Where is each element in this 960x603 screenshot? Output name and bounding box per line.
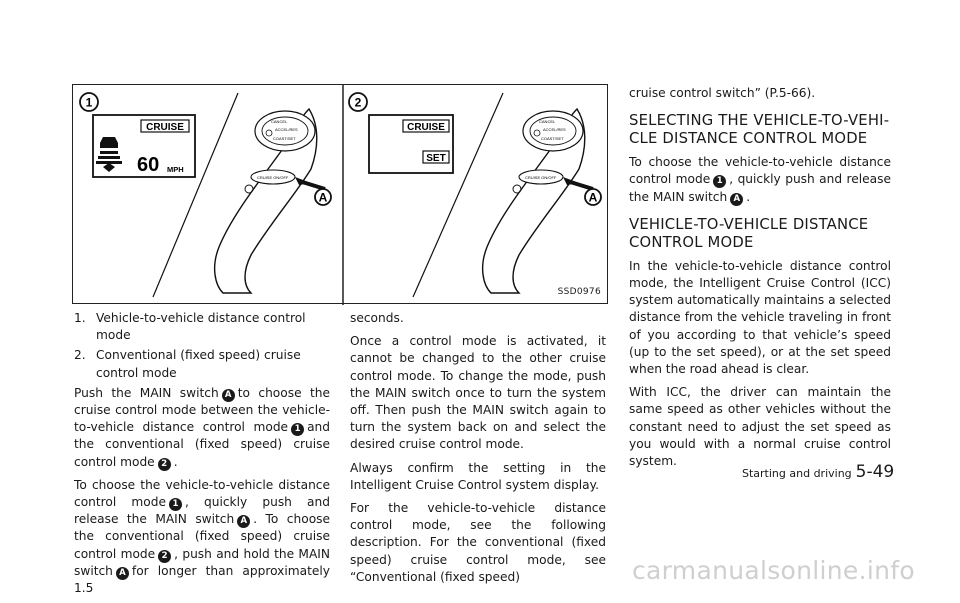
panel-1-unit: MPH (167, 165, 184, 174)
paragraph-main-switch: Push the MAIN switch A to choose the cruise control mode between the vehicle-to-vehicle distance control mode 1 and the conventional (fixed speed) cruise control mode 2 . (74, 385, 331, 469)
list-text: Conventional (fixed speed) cruise control mode (96, 348, 301, 380)
list-item (74, 310, 330, 344)
panel-1-callout: A (318, 190, 328, 205)
marker-a: A (116, 567, 129, 580)
marker-2: 2 (158, 550, 171, 563)
p2-coast-label: COAST/SET (541, 136, 564, 141)
list-item (74, 347, 330, 381)
page-footer (742, 462, 894, 482)
marker-1: 1 (713, 175, 726, 188)
figure-id: SSD0976 (557, 287, 601, 297)
p2-main-switch-label: CRUISE ON/OFF (525, 175, 557, 180)
steering-switch-illustration (73, 85, 609, 305)
paragraph-confirm: Always confirm the setting in the Intelligent Cruise Control system display. (350, 460, 606, 492)
column-1 (74, 310, 330, 603)
p2-accel-label: ACCEL/RES (543, 127, 566, 132)
panel-1 (80, 93, 331, 297)
panel-2-callout: A (588, 190, 598, 205)
marker-a: A (222, 389, 235, 402)
marker-a: A (730, 193, 743, 206)
marker-1: 1 (169, 498, 182, 511)
section-name: Starting and driving (742, 467, 852, 480)
paragraph-icc-description: In the vehicle-to-vehicle distance control mode, the Intelligent Cruise Control (ICC) system automatically maintains a selected distance from the vehicle traveling in front of you according to that vehicle’s speed (up to the set speed), or at the set speed when the road ahead is clear. (629, 258, 891, 377)
column-3 (629, 85, 891, 476)
paragraph-see-description: For the vehicle-to-vehicle distance control mode, see the following description. For the conventional (fixed speed) cruise control mode, see “Conventional (fixed speed) (350, 501, 606, 584)
p1-cancel-label: CANCEL (271, 119, 288, 124)
panel-1-speed: 60 (137, 154, 160, 176)
paragraph-once-activated: Once a control mode is activated, it cannot be changed to the other cruise control mode. To change the mode, push the MAIN switch once to turn the system off. Then push the MAIN switch again to turn the system back on and select the desired cruise control mode. (350, 334, 606, 452)
panel-2-set-label: SET (426, 153, 446, 164)
list-number: 2. (74, 348, 86, 363)
column-2 (350, 310, 606, 592)
panel-1-number: 1 (85, 95, 93, 110)
panel-2-number: 2 (354, 95, 362, 110)
panel-1-cruise-label: CRUISE (146, 122, 184, 133)
panel-2-cruise-label: CRUISE (407, 122, 445, 133)
heading-distance-control-mode: VEHICLE-TO-VEHICLE DISTANCE CONTROL MODE (629, 215, 869, 251)
paragraph-icc-driver: With ICC, the driver can maintain the same speed as other vehicles without the constant need to adjust the set speed as you would with a normal cruise control system. (629, 385, 891, 469)
marker-1: 1 (291, 423, 304, 436)
marker-a: A (237, 515, 250, 528)
car-icon (100, 137, 118, 148)
marker-2: 2 (158, 458, 171, 471)
panel-2 (349, 93, 601, 297)
p1-main-switch-label: CRUISE ON/OFF (257, 175, 289, 180)
p1-coast-label: COAST/SET (273, 136, 296, 141)
illustration-figure (72, 84, 608, 304)
paragraph-select-mode: To choose the vehicle-to-vehicle distance control mode 1 , quickly push and release the MAIN switch A . (629, 155, 891, 204)
p2-cancel-label: CANCEL (539, 119, 556, 124)
paragraph-choose-mode: To choose the vehicle-to-vehicle distance control mode 1 , quickly push and release the MAIN switch A . To choose the conventional (fixed speed) cruise control mode 2 , push and hold the MAIN switch A for longer than approximately 1.5 (74, 477, 330, 596)
paragraph-seconds: seconds. (350, 311, 404, 325)
heading-selecting-mode: SELECTING THE VEHICLE-TO-VEHI-CLE DISTANCE CONTROL MODE (629, 112, 890, 148)
watermark-text: carmanualsonline.info (632, 556, 915, 585)
paragraph-continued: cruise control switch” (P.5-66). (629, 86, 816, 100)
list-number: 1. (74, 311, 86, 325)
p1-accel-label: ACCEL/RES (275, 127, 298, 132)
list-text: Vehicle-to-vehicle distance control mode (96, 311, 306, 343)
page-number: 5-49 (855, 462, 895, 482)
